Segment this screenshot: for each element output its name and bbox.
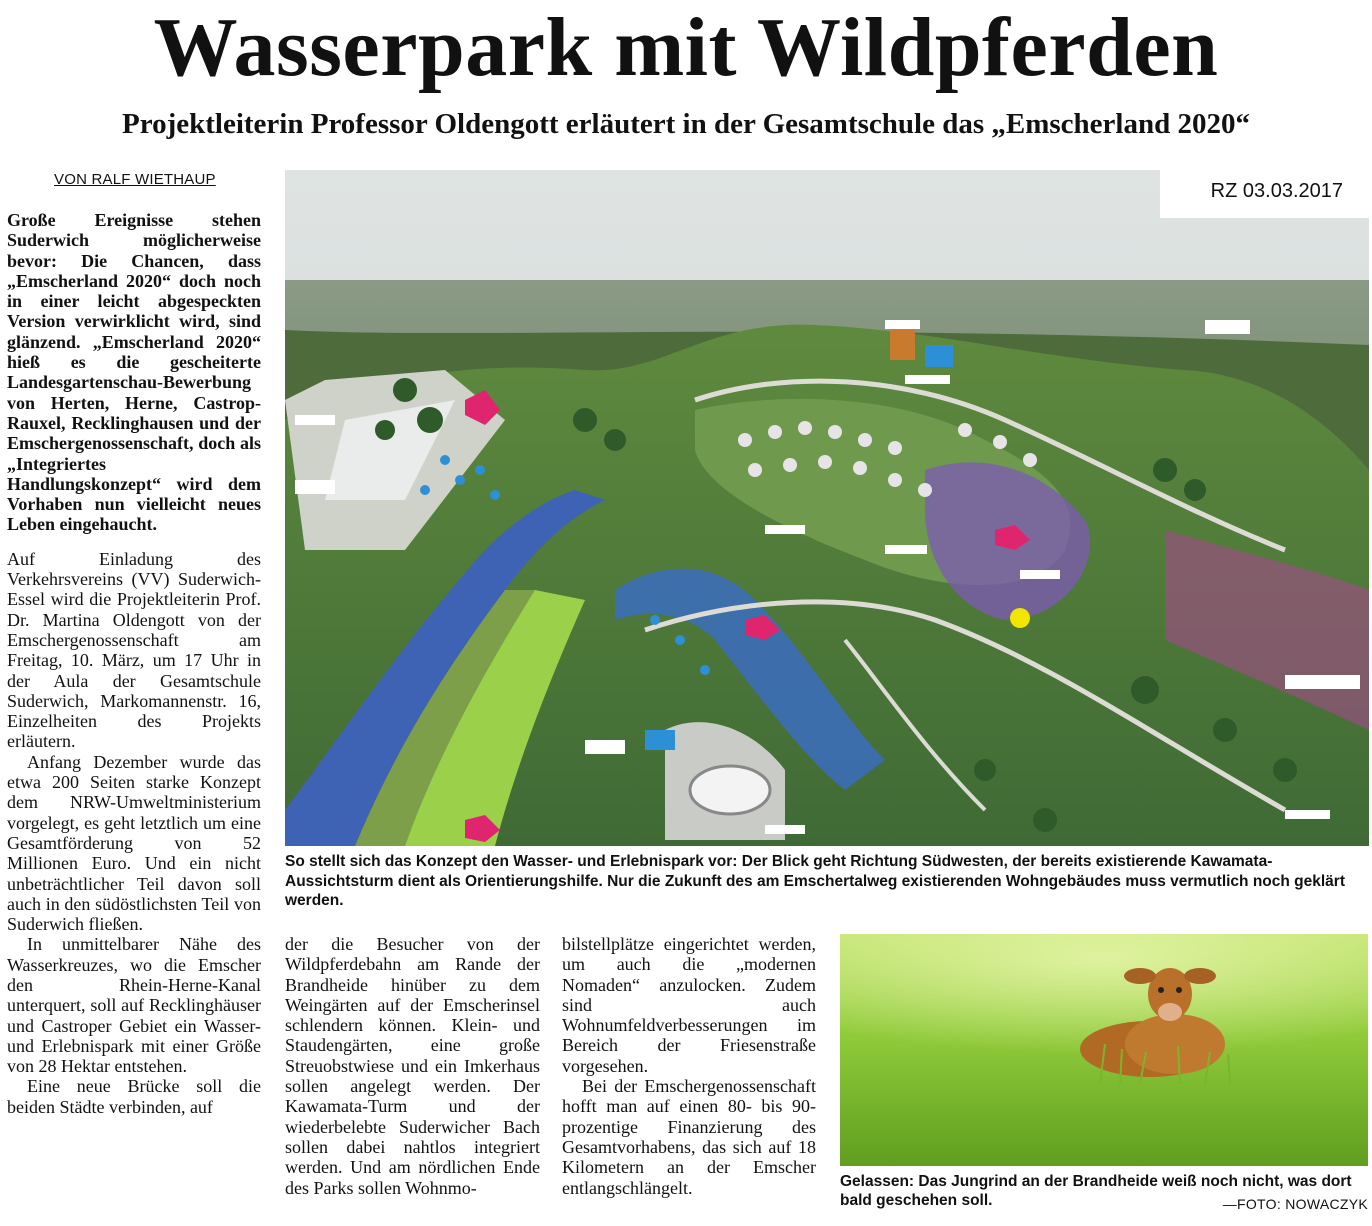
text-column-3 [562, 934, 816, 1198]
subheadline: Projektleiterin Professor Oldengott erläutert in der Gesamtschule das „Emscherland 2020“ [122, 108, 1250, 140]
calf-in-meadow-image [840, 934, 1368, 1166]
photo-credit: —FOTO: NOWACZYK [1222, 1196, 1368, 1212]
pavilion-blue [925, 345, 953, 367]
byline: VON RALF WIETHAUP [54, 171, 216, 188]
headline: Wasserpark mit Wildpferden [153, 1, 1219, 94]
text-column-1 [7, 210, 261, 1117]
paragraph: Auf Einladung des Verkehrsvereins (VV) Suderwich-Essel wird die Projektleiterin Prof. Dr. Martina Oldengott von der Emschergenossenschaft am Freitag, 10. März, um 17 Uhr in der Aula der Gesamtschule Suderwich, Markomannenstr. 16, Einzelheiten des Projekts erläutern. [7, 548, 261, 752]
photo-caption: Gelassen: Das Jungrind an der Brandheide weiß noch nicht, was dort bald geschehen soll. [840, 1173, 1352, 1209]
map-caption: So stellt sich das Konzept den Wasser- und Erlebnispark vor: Der Blick geht Richtung Südwesten, der bereits existierende Kawamata-Aussichtsturm dient als Orientierungshilfe. Nur die Zukunft des am Emschertalweg existierenden Wohngebäudes muss vermutlich noch geklärt werden. [285, 853, 1345, 909]
calf-photo [840, 934, 1368, 1166]
stamp-date: RZ 03.03.2017 [1210, 180, 1343, 202]
pavilion-yellow [1010, 608, 1030, 628]
paragraph: bilstellplätze eingerichtet werden, um auch die „modernen Nomaden“ anzulocken. Zudem sind auch Wohnumfeldverbesserungen im Bereich der Friesenstraße vorgesehen. [562, 934, 816, 1076]
paragraph: der die Besucher von der Wildpferdebahn am Rande der Brandheide hinüber zu dem Weingärten auf der Emscherinsel schlendern können. Klein- und Staudengärten, eine große Streuobstwiese und ein Imkerhaus sollen angelegt werden. Der Kawamata-Turm und der wiederbelebte Suderwicher Bach sollen dabei nahtlos integriert werden. Und am nördlichen Ende des Parks sollen Wohnmo- [285, 934, 540, 1198]
paragraph: In unmittelbarer Nähe des Wasserkreuzes, wo die Emscher den Rhein-Herne-Kanal unterquert, soll auf Recklinghäuser und Castroper Gebiet ein Wasser- und Erlebnispark mit einer Größe von 28 Hektar entstehen. [7, 934, 261, 1077]
park-aerial-rendering [285, 170, 1369, 846]
text-column-2 [285, 934, 540, 1198]
kawamata-tower [890, 330, 915, 360]
pavilion-blue [645, 730, 675, 750]
amphitheatre [690, 766, 770, 814]
paragraph: Bei der Emschergenossenschaft hofft man auf einen 80- bis 90-prozentige Finanzierung des Gesamtvorhabens, das sich auf 18 Kilometern an der Emscher entlangschlängelt. [562, 1076, 816, 1198]
paragraph: Anfang Dezember wurde das etwa 200 Seiten starke Konzept dem NRW-Umweltministerium vorgelegt, es geht letztlich um eine Gesamtförderung von 52 Millionen Euro. Und ein nicht unbeträchtlicher Teil davon soll auch in den südöstlichsten Teil von Suderwich fließen. [7, 751, 261, 935]
lead-paragraph: Große Ereignisse stehen Suderwich möglicherweise bevor: Die Chancen, dass „Emscherland 2020“ doch noch in einer leicht abgespeckten Version verwirklicht wird, sind glänzend. „Emscherland 2020“ hieß es die gescheiterte Landesgartenschau-Bewerbung von Herten, Herne, Castrop-Rauxel, Recklinghausen und der Emschergenossenschaft, doch als „Integriertes Handlungskonzept“ wird dem Vorhaben nun vielleicht neues Leben eingehaucht. [7, 210, 261, 535]
park-concept-illustration [285, 170, 1369, 846]
paragraph: Eine neue Brücke soll die beiden Städte verbinden, auf [7, 1076, 261, 1117]
